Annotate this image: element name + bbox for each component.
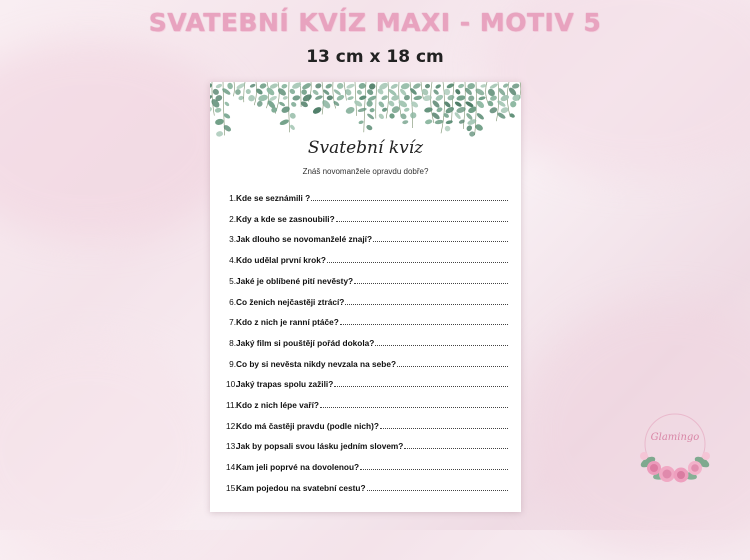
question-text: Kam jeli poprvé na dovolenou? (236, 462, 360, 473)
question-text: Kde se seznámili ? (236, 193, 311, 203)
logo-text: Glamingo (650, 432, 700, 443)
quiz-question (226, 232, 508, 244)
question-number: 8. (229, 337, 236, 348)
question-number: 9. (229, 358, 236, 369)
question-text: Kdo má častěji pravdu (podle nich)? (236, 420, 379, 431)
product-size: 13 cm x 18 cm (306, 47, 444, 67)
question-number: 6. (229, 296, 236, 307)
question-number: 11. (226, 400, 237, 410)
answer-line (354, 282, 508, 284)
quiz-question (226, 481, 508, 493)
quiz-question (226, 295, 508, 307)
card-subtitle: Znáš novomanžele opravdu dobře? (302, 167, 429, 176)
rose-wreath-icon (639, 452, 711, 483)
answer-line (380, 427, 508, 429)
question-number: 15. (226, 482, 238, 493)
question-text: Kdo z nich je ranní ptáče? (236, 317, 339, 328)
question-number: 5. (229, 275, 236, 286)
question-text: Co ženich nejčastěji ztrácí? (236, 296, 345, 307)
question-text: Co by si nevěsta nikdy nevzala na sebe? (236, 358, 397, 369)
answer-line (334, 385, 508, 387)
quiz-question (226, 191, 508, 203)
card-title: Svatební kvíz (307, 138, 424, 158)
quiz-question (226, 274, 508, 286)
answer-line (345, 303, 508, 305)
answer-line (404, 447, 508, 449)
question-number: 1. (229, 193, 236, 203)
background-wash (0, 340, 220, 560)
answer-line (311, 199, 508, 201)
question-text: Kdy a kde se zasnoubili? (236, 213, 335, 224)
question-number: 4. (229, 255, 236, 266)
quiz-question (226, 212, 508, 224)
answer-line (360, 468, 508, 470)
question-number: 14. (226, 462, 238, 473)
answer-line (327, 261, 508, 263)
answer-line (367, 489, 508, 491)
answer-line (340, 323, 508, 325)
question-text: Jak by popsali svou lásku jedním slovem? (236, 441, 404, 452)
product-title: SVATEBNÍ KVÍZ MAXI - MOTIV 5 (148, 8, 602, 37)
quiz-question (226, 439, 508, 451)
question-number: 10. (226, 379, 238, 390)
glamingo-logo (634, 406, 716, 488)
question-text: Kdo z nich lépe vaří? (236, 400, 319, 410)
quiz-question (226, 336, 508, 348)
answer-line (336, 220, 508, 222)
question-number: 2. (229, 213, 236, 224)
quiz-question (226, 253, 508, 265)
question-text: Jaký trapas spolu zažili? (236, 379, 334, 390)
question-number: 13. (226, 441, 238, 452)
question-text: Jaký film si pouštějí pořád dokola? (236, 337, 375, 348)
question-text: Kdo udělal první krok? (236, 255, 326, 266)
question-text: Jak dlouho se novomanželé znají? (236, 234, 373, 245)
eucalyptus-garland-illustration (210, 82, 521, 142)
answer-line (375, 344, 508, 346)
quiz-question (226, 398, 508, 410)
question-number: 12. (226, 420, 238, 431)
answer-line (397, 365, 508, 367)
quiz-question (226, 357, 508, 369)
answer-line (320, 406, 508, 408)
background-wash (0, 40, 240, 240)
question-number: 3. (229, 234, 236, 245)
answer-line (373, 240, 508, 242)
quiz-question (226, 315, 508, 327)
question-text: Jaké je oblíbené pití nevěsty? (236, 275, 354, 286)
quiz-question (226, 460, 508, 472)
question-number: 7. (229, 317, 236, 328)
quiz-question (226, 419, 508, 431)
quiz-question (226, 377, 508, 389)
question-text: Kam pojedou na svatební cestu? (236, 482, 366, 493)
quiz-card (210, 82, 521, 512)
